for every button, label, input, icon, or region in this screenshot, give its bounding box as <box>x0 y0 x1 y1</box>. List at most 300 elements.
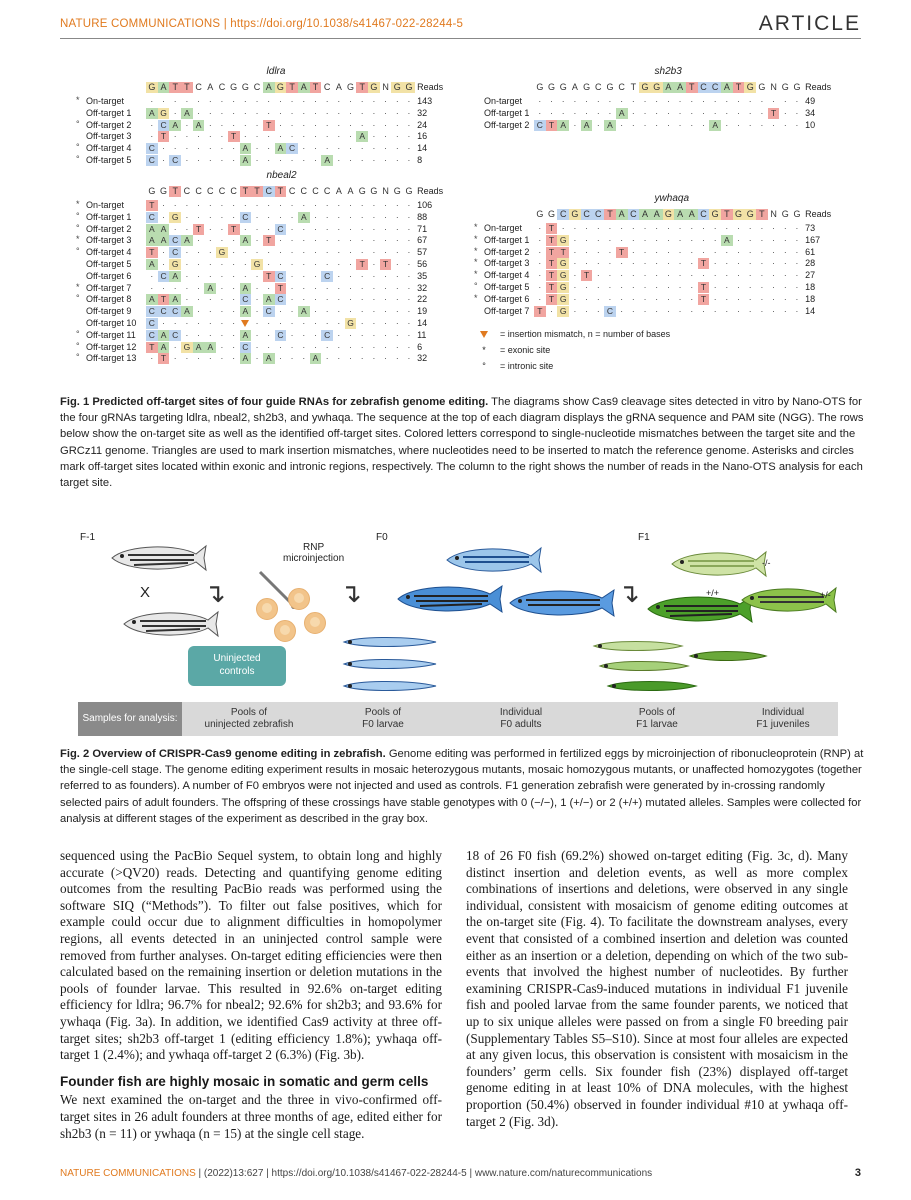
match-dot: · <box>538 107 542 118</box>
match-dot: · <box>596 258 600 269</box>
sequence-base: C <box>288 186 296 196</box>
match-dot: · <box>243 247 247 258</box>
match-dot: · <box>573 96 577 106</box>
match-dot: · <box>302 235 306 246</box>
match-dot: · <box>655 246 659 257</box>
mismatch-base: C <box>169 306 181 317</box>
sequence-base: G <box>370 186 378 196</box>
match-dot: · <box>349 282 352 293</box>
match-dot: · <box>162 143 165 154</box>
mismatch-base: C <box>169 247 181 258</box>
match-dot: · <box>162 282 165 293</box>
read-count: 56 <box>417 259 428 269</box>
reads-header: Reads <box>805 209 832 219</box>
match-dot: · <box>713 107 717 118</box>
mismatch-base: A <box>275 143 287 154</box>
match-dot: · <box>407 329 411 340</box>
f0-fish-icon <box>506 584 616 622</box>
match-dot: · <box>278 155 282 165</box>
read-count: 88 <box>417 211 428 222</box>
match-dot: · <box>302 341 306 352</box>
mismatch-base: A <box>604 120 616 131</box>
sequence-base: G <box>709 209 721 220</box>
match-dot: · <box>407 143 411 154</box>
match-dot: · <box>220 259 224 269</box>
match-dot: · <box>620 270 624 281</box>
reads-header: Reads <box>417 186 444 196</box>
match-dot: · <box>384 247 388 258</box>
match-dot: · <box>267 329 271 340</box>
match-dot: · <box>384 119 388 130</box>
match-dot: · <box>325 247 329 258</box>
genotype-label: +/- <box>820 590 831 600</box>
sequence-base: C <box>595 82 602 92</box>
match-dot: · <box>314 107 317 118</box>
match-dot: · <box>208 235 212 246</box>
match-dot: · <box>314 306 317 317</box>
match-dot: · <box>267 200 271 210</box>
mismatch-base: T <box>546 120 558 131</box>
header-rule <box>60 38 861 39</box>
match-dot: · <box>643 293 647 304</box>
match-dot: · <box>232 200 236 210</box>
match-dot: · <box>620 223 624 233</box>
match-dot: · <box>596 223 600 233</box>
match-dot: · <box>173 143 177 154</box>
match-dot: · <box>795 223 799 233</box>
match-dot: · <box>197 211 201 222</box>
mismatch-base: T <box>263 120 275 131</box>
match-dot: · <box>349 270 352 281</box>
reads-header: Reads <box>805 82 832 92</box>
match-dot: · <box>314 211 317 222</box>
sequence-base: C <box>312 186 319 196</box>
target-label: Off-target 4 <box>86 247 132 258</box>
site-marker: ° <box>76 328 80 339</box>
match-dot: · <box>255 96 259 106</box>
match-dot: · <box>314 143 317 154</box>
match-dot: · <box>783 107 787 118</box>
match-dot: · <box>185 143 189 154</box>
match-dot: · <box>666 305 670 316</box>
match-dot: · <box>690 282 694 292</box>
arrow-icon: ↴ <box>340 578 362 608</box>
match-dot: · <box>185 259 189 269</box>
sequence-base: G <box>275 82 287 93</box>
figure-2-caption <box>60 746 866 827</box>
sequence-base: G <box>793 209 801 219</box>
sequence-base: C <box>592 209 604 220</box>
match-dot: · <box>407 107 411 118</box>
reads-header: Reads <box>417 82 444 92</box>
match-dot: · <box>173 341 177 352</box>
match-dot: · <box>573 246 577 257</box>
egg-icon <box>288 588 310 610</box>
mismatch-base: A <box>709 120 721 131</box>
match-dot: · <box>407 318 411 328</box>
f0-label: F0 <box>376 532 388 543</box>
match-dot: · <box>666 270 670 281</box>
mismatch-base: A <box>616 108 628 119</box>
sequence-base: A <box>335 82 342 92</box>
match-dot: · <box>349 259 352 269</box>
match-dot: · <box>573 305 577 316</box>
mismatch-base: C <box>146 143 158 154</box>
journal-doi-header[interactable]: NATURE COMMUNICATIONS | https://doi.org/10.1038/s41467-022-28244-5 <box>60 18 464 30</box>
match-dot: · <box>208 200 212 210</box>
adult-fish-icon <box>108 540 208 576</box>
match-dot: · <box>783 246 787 257</box>
match-dot: · <box>655 234 659 245</box>
match-dot: · <box>197 131 201 142</box>
match-dot: · <box>267 96 271 106</box>
mismatch-base: C <box>263 306 275 317</box>
match-dot: · <box>325 131 329 142</box>
match-dot: · <box>748 223 752 233</box>
read-count: 106 <box>417 200 433 210</box>
match-dot: · <box>585 96 589 106</box>
sequence-base: G <box>358 186 366 196</box>
read-count: 32 <box>417 353 428 364</box>
match-dot: · <box>725 282 729 292</box>
sequence-base: G <box>536 82 544 92</box>
sequence-base: G <box>758 82 766 92</box>
match-dot: · <box>173 353 177 364</box>
sequence-base: A <box>207 82 214 92</box>
mismatch-base: T <box>263 235 275 246</box>
sequence-base: C <box>323 82 331 92</box>
match-dot: · <box>337 235 341 246</box>
match-dot: · <box>243 107 247 118</box>
match-dot: · <box>185 270 189 281</box>
arrow-icon: ↴ <box>618 578 640 608</box>
match-dot: · <box>678 282 682 292</box>
footer-citation[interactable]: | (2022)13:627 | https://doi.org/10.1038/s41467-022-28244-5 | www.nature.com/naturecommunications <box>195 1168 653 1179</box>
match-dot: · <box>267 143 271 154</box>
egg-icon <box>304 612 326 634</box>
site-marker: * <box>474 245 478 256</box>
match-dot: · <box>631 107 635 118</box>
match-dot: · <box>678 258 682 269</box>
legend-text: = exonic site <box>500 345 551 355</box>
sequence-base: T <box>286 82 298 93</box>
match-dot: · <box>596 107 600 118</box>
match-dot: · <box>360 294 364 305</box>
mismatch-base: A <box>263 294 275 305</box>
match-dot: · <box>220 270 224 281</box>
match-dot: · <box>302 270 306 281</box>
match-dot: · <box>337 119 341 130</box>
match-dot: · <box>232 341 236 352</box>
match-dot: · <box>173 318 177 328</box>
match-dot: · <box>197 155 201 165</box>
read-count: 49 <box>805 96 816 106</box>
sequence-base: G <box>548 82 556 92</box>
target-label: Off-target 9 <box>86 306 132 317</box>
mismatch-base: A <box>321 155 333 166</box>
match-dot: · <box>360 306 364 317</box>
match-dot: · <box>690 258 694 269</box>
mismatch-base: A <box>204 342 216 353</box>
match-dot: · <box>631 258 635 269</box>
match-dot: · <box>290 259 294 269</box>
match-dot: · <box>267 341 271 352</box>
mismatch-base: T <box>228 224 240 235</box>
sequence-base: A <box>663 82 675 93</box>
match-dot: · <box>725 107 729 118</box>
mismatch-base: T <box>698 294 710 305</box>
match-dot: · <box>314 259 317 269</box>
match-dot: · <box>290 306 294 317</box>
match-dot: · <box>655 293 659 304</box>
match-dot: · <box>208 119 212 130</box>
match-dot: · <box>538 234 542 245</box>
target-label: Off-target 7 <box>484 305 530 316</box>
sequence-base: A <box>721 82 733 93</box>
match-dot: · <box>561 107 565 118</box>
site-marker: ° <box>76 222 80 233</box>
match-dot: · <box>302 247 306 258</box>
match-dot: · <box>783 282 787 292</box>
match-dot: · <box>337 155 341 165</box>
match-dot: · <box>232 235 236 246</box>
mismatch-base: C <box>240 294 252 305</box>
match-dot: · <box>208 353 212 364</box>
match-dot: · <box>395 131 399 142</box>
match-dot: · <box>407 294 411 305</box>
match-dot: · <box>713 223 717 233</box>
match-dot: · <box>337 341 341 352</box>
match-dot: · <box>585 293 589 304</box>
match-dot: · <box>267 223 271 234</box>
match-dot: · <box>372 200 376 210</box>
sequence-base: A <box>263 82 275 93</box>
match-dot: · <box>243 270 247 281</box>
match-dot: · <box>314 341 317 352</box>
read-count: 57 <box>417 247 428 258</box>
mismatch-base: G <box>557 258 569 269</box>
match-dot: · <box>267 259 271 269</box>
match-dot: · <box>643 96 647 106</box>
f1-fish-icon <box>668 546 768 582</box>
read-count: 67 <box>417 235 428 246</box>
mismatch-base: G <box>557 306 569 317</box>
match-dot: · <box>407 235 411 246</box>
match-dot: · <box>162 318 165 328</box>
sequence-base: T <box>356 82 368 93</box>
site-marker: * <box>76 95 80 105</box>
gene-name: sh2b3 <box>654 66 682 77</box>
match-dot: · <box>255 107 259 118</box>
target-label: Off-target 1 <box>86 211 132 222</box>
mismatch-base: A <box>158 224 170 235</box>
mismatch-base: C <box>158 306 170 317</box>
mismatch-base: C <box>146 212 158 223</box>
match-dot: · <box>538 293 542 304</box>
arrow-icon: ↴ <box>204 578 226 608</box>
match-dot: · <box>407 211 411 222</box>
target-label: Off-target 2 <box>484 119 530 130</box>
match-dot: · <box>384 329 388 340</box>
read-count: 14 <box>417 143 428 154</box>
match-dot: · <box>678 293 682 304</box>
sequence-base: N <box>770 209 777 219</box>
mismatch-base: C <box>321 330 333 341</box>
mismatch-base: A <box>298 306 310 317</box>
mismatch-base: G <box>345 318 357 329</box>
match-dot: · <box>290 353 294 364</box>
match-dot: · <box>325 223 329 234</box>
match-dot: · <box>302 294 306 305</box>
match-dot: · <box>360 96 364 106</box>
match-dot: · <box>666 258 670 269</box>
match-dot: · <box>713 282 717 292</box>
match-dot: · <box>302 282 306 293</box>
site-marker: * <box>474 292 478 303</box>
match-dot: · <box>783 96 787 106</box>
match-dot: · <box>596 282 600 292</box>
match-dot: · <box>655 270 659 281</box>
match-dot: · <box>185 223 189 234</box>
match-dot: · <box>795 258 799 269</box>
sequence-base: T <box>251 186 263 197</box>
mismatch-base: T <box>380 259 392 270</box>
match-dot: · <box>278 353 282 364</box>
match-dot: · <box>666 246 670 257</box>
sequence-base: G <box>148 186 156 196</box>
match-dot: · <box>360 341 364 352</box>
match-dot: · <box>538 282 542 292</box>
match-dot: · <box>538 258 542 269</box>
match-dot: · <box>232 282 236 293</box>
match-dot: · <box>337 131 341 142</box>
match-dot: · <box>713 305 717 316</box>
match-dot: · <box>220 294 224 305</box>
site-marker: ° <box>76 154 80 164</box>
match-dot: · <box>173 107 177 118</box>
match-dot: · <box>185 200 189 210</box>
match-dot: · <box>255 131 259 142</box>
sequence-base: G <box>651 82 663 93</box>
match-dot: · <box>760 119 764 130</box>
match-dot: · <box>725 119 729 130</box>
match-dot: · <box>208 96 212 106</box>
match-dot: · <box>737 258 740 269</box>
match-dot: · <box>360 155 364 165</box>
target-label: Off-target 3 <box>86 131 132 142</box>
match-dot: · <box>585 246 589 257</box>
mismatch-base: G <box>557 270 569 281</box>
match-dot: · <box>197 247 201 258</box>
mismatch-base: A <box>169 271 181 282</box>
samples-head: Samples for analysis: <box>78 702 182 736</box>
match-dot: · <box>337 211 341 222</box>
match-dot: · <box>561 96 565 106</box>
genotype-label: +/+ <box>706 588 720 598</box>
match-dot: · <box>725 270 729 281</box>
match-dot: · <box>162 211 165 222</box>
article-type-label: ARTICLE <box>758 12 861 35</box>
match-dot: · <box>243 200 247 210</box>
match-dot: · <box>666 96 670 106</box>
figure-1 <box>78 66 868 386</box>
match-dot: · <box>314 235 317 246</box>
body-paragraph: sequenced using the PacBio Sequel system, to obtain long and highly accurate (>QV20) reads. Detecting and quantifying genome editing outcomes from the resulting PacBio reads was performed using the software SIQ (“Methods”). To filter out false positives, which for example could occur due to alignment difficulties in homopolymer regions, all events detected in an uninjected control sample were removed from further analyses. On-target editing efficiencies were then calculated based on the remaining insertion or deletion mutations in the pools of founder larvae. This resulted in 92.6% on-target editing efficiency for ldlra; 96.7% for nbeal2; 92.6% for sh2b3; and 93.6% for ywhaqa (Fig. 3a). In addition, we identified Cas9 activity at three off-target sites; sh2b3 off-target 1 (editing efficiency 1.8%); ywhaqa off-target 1 (2.4%); and ywhaqa off-target 2 (6.3%) (Fig. 3b). <box>60 848 442 1063</box>
mismatch-base: A <box>240 283 252 294</box>
sequence-base: T <box>630 82 637 92</box>
match-dot: · <box>314 294 317 305</box>
f1-larvae-icon <box>590 636 770 698</box>
target-label: Off-target 1 <box>484 107 530 118</box>
sequence-base: T <box>604 209 616 220</box>
mismatch-base: T <box>158 294 170 305</box>
match-dot: · <box>737 246 740 257</box>
match-dot: · <box>325 211 329 222</box>
mismatch-base: T <box>581 270 593 281</box>
match-dot: · <box>220 341 224 352</box>
legend-symbol: ° <box>482 361 486 371</box>
mismatch-base: C <box>275 330 287 341</box>
match-dot: · <box>220 282 224 293</box>
page-number: 3 <box>854 1167 861 1179</box>
match-dot: · <box>585 282 589 292</box>
match-dot: · <box>197 96 201 106</box>
sequence-base: C <box>628 209 640 220</box>
match-dot: · <box>349 341 352 352</box>
sequence-base: A <box>158 82 170 93</box>
mismatch-base: T <box>546 270 558 281</box>
match-dot: · <box>372 329 376 340</box>
mismatch-base: G <box>181 342 193 353</box>
match-dot: · <box>314 270 317 281</box>
match-dot: · <box>643 107 647 118</box>
match-dot: · <box>208 247 212 258</box>
site-marker: ° <box>76 352 80 363</box>
match-dot: · <box>783 305 787 316</box>
match-dot: · <box>631 270 635 281</box>
match-dot: · <box>596 234 600 245</box>
match-dot: · <box>748 234 752 245</box>
sequence-base: C <box>709 82 721 93</box>
sequence-base: C <box>557 209 569 220</box>
match-dot: · <box>197 107 201 118</box>
match-dot: · <box>173 131 177 142</box>
match-dot: · <box>267 282 271 293</box>
body-paragraph: We next examined the on-target and the three in vivo-confirmed off-target sites in 26 adult founders at three months of age, edited either for sh2b3 (n = 11) or ywhaqa (n = 15) at the single cell stage. <box>60 1092 442 1141</box>
mismatch-base: T <box>228 131 240 142</box>
match-dot: · <box>290 119 294 130</box>
match-dot: · <box>185 119 189 130</box>
match-dot: · <box>314 96 317 106</box>
match-dot: · <box>337 259 341 269</box>
match-dot: · <box>643 270 647 281</box>
sequence-base: C <box>698 209 710 220</box>
match-dot: · <box>372 341 376 352</box>
match-dot: · <box>395 270 399 281</box>
match-dot: · <box>725 258 729 269</box>
match-dot: · <box>278 96 282 106</box>
footer-journal: NATURE COMMUNICATIONS <box>60 1168 196 1179</box>
match-dot: · <box>208 107 212 118</box>
mismatch-base: T <box>546 247 558 258</box>
match-dot: · <box>185 247 189 258</box>
match-dot: · <box>585 223 589 233</box>
match-dot: · <box>573 223 577 233</box>
match-dot: · <box>150 270 154 281</box>
match-dot: · <box>255 306 259 317</box>
match-dot: · <box>608 293 612 304</box>
match-dot: · <box>278 211 282 222</box>
